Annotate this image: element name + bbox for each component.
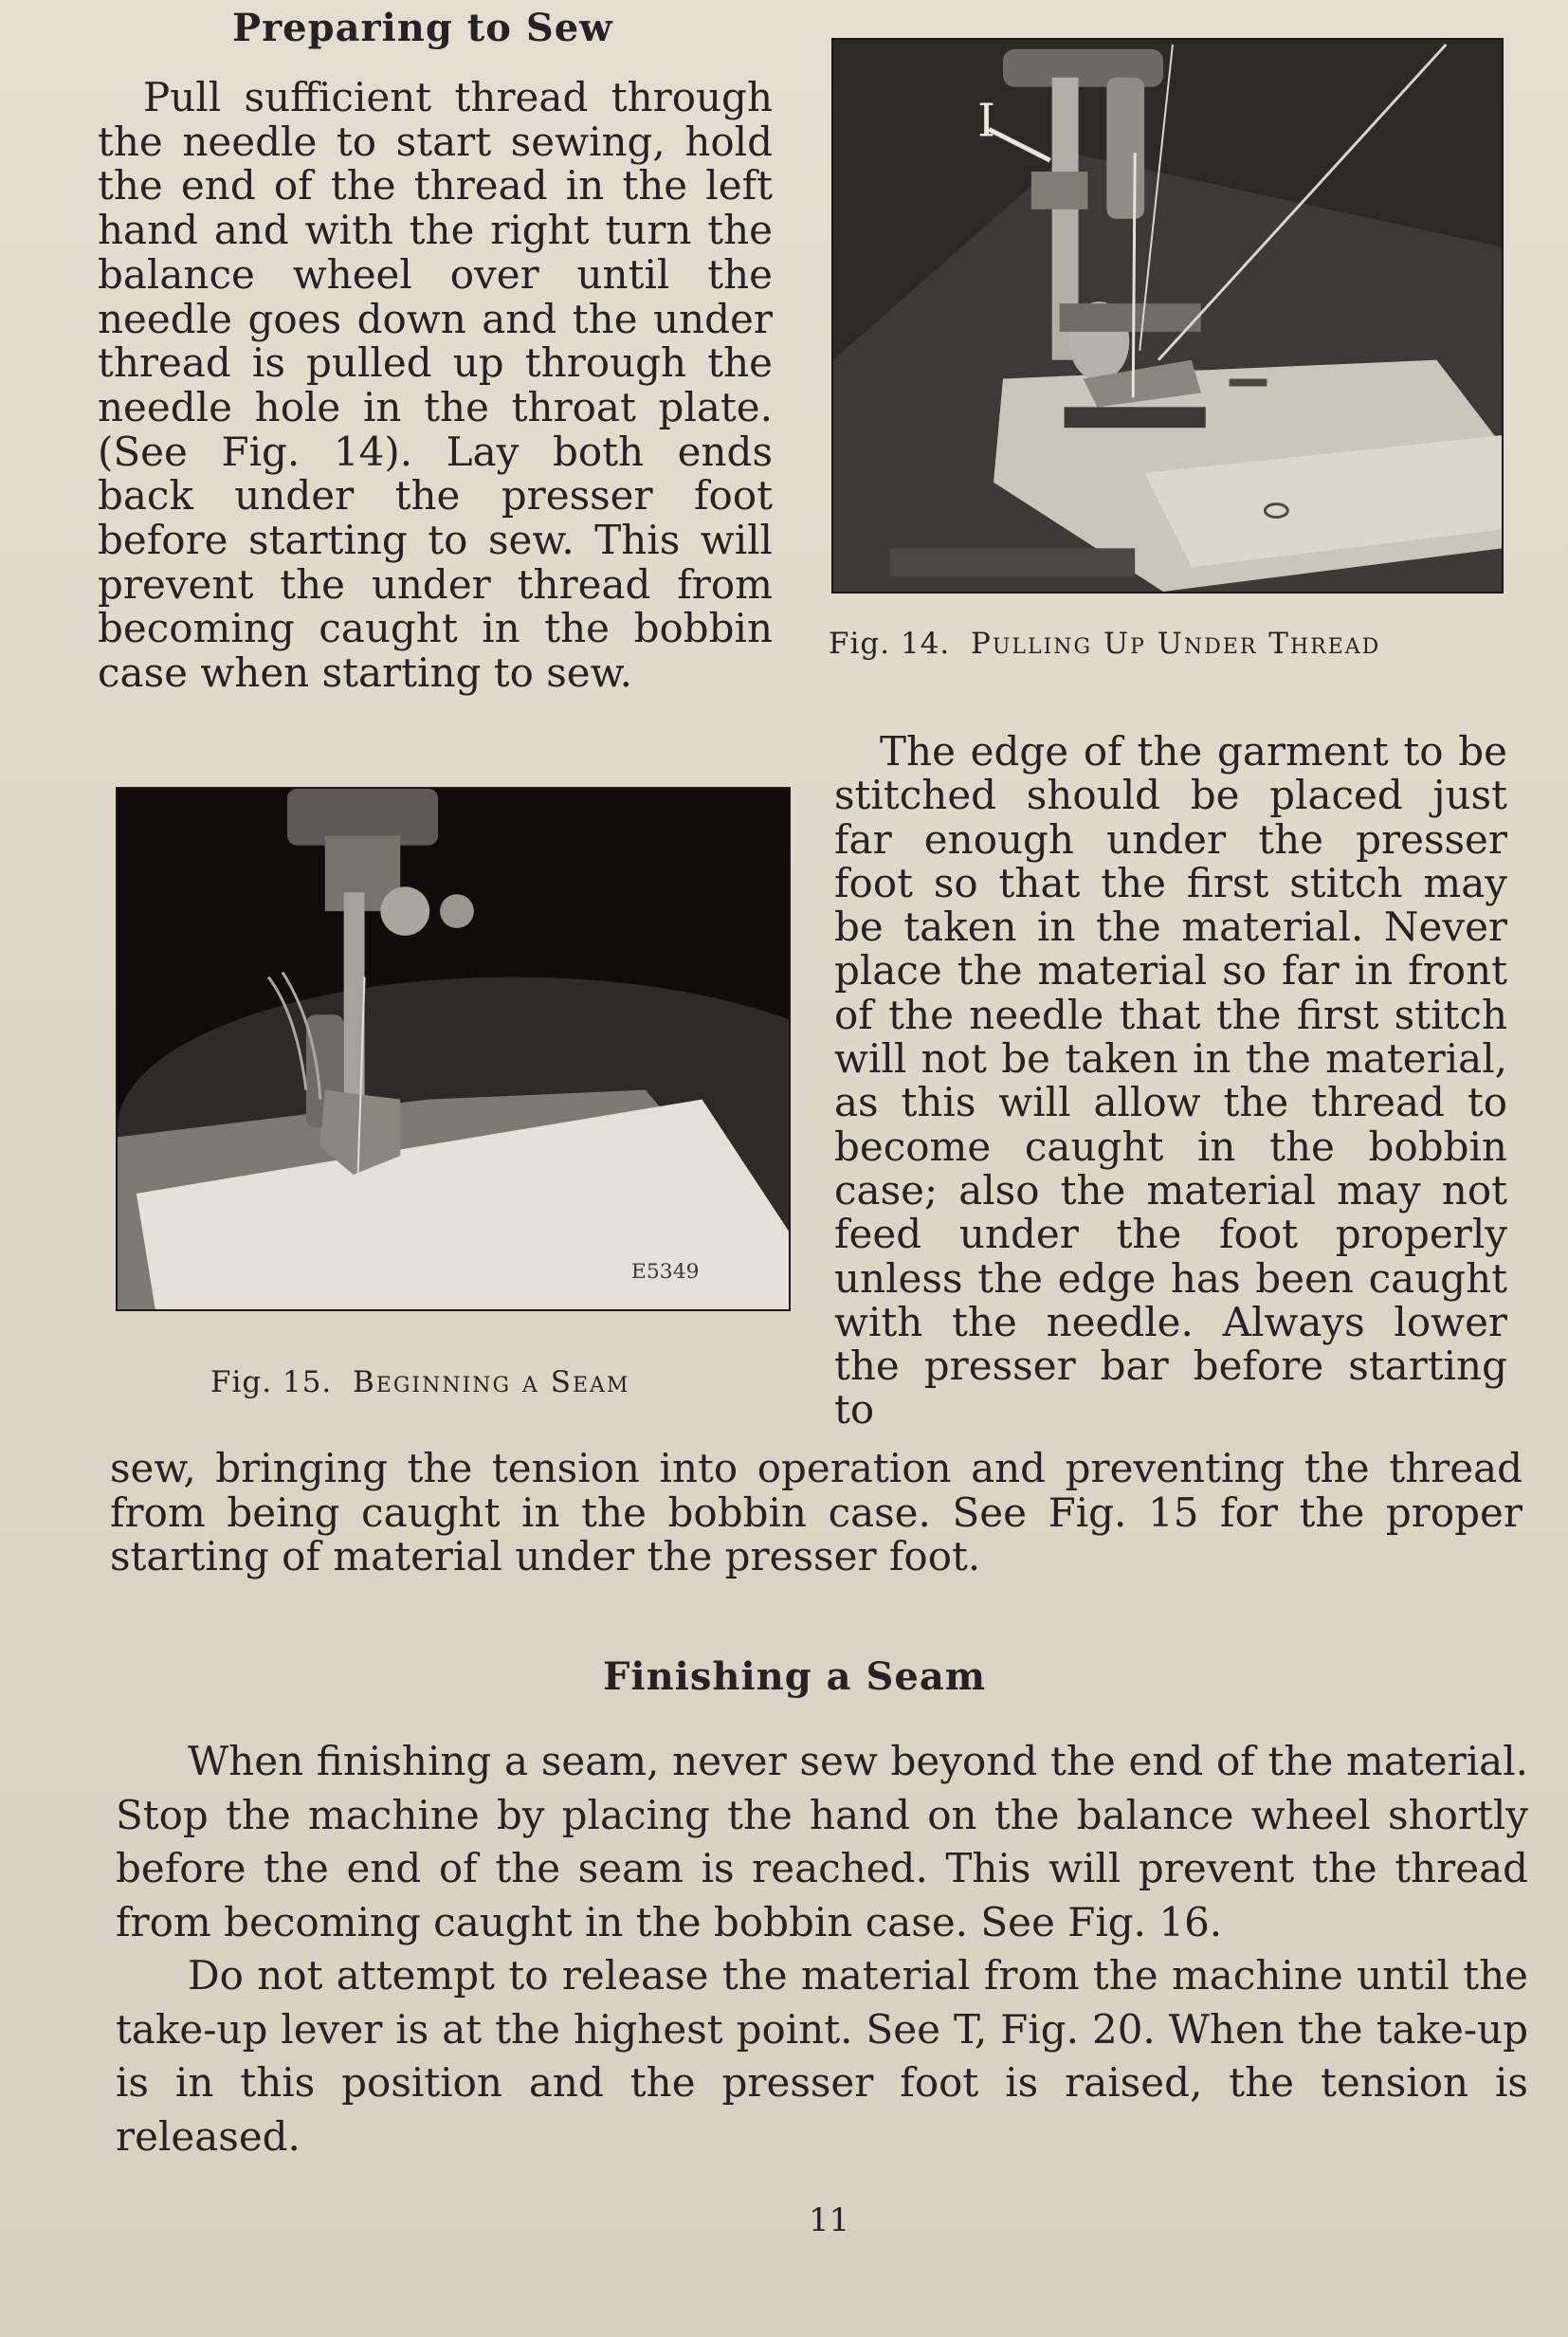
finishing-paragraph-1: When finishing a seam, never sew beyond the end of the material. Stop the machine by placing the hand on the balance wheel shortly before the end of the seam is reached. This will prevent the thread from becoming caught in the bobbin case. See Fig. 16. xyxy=(116,1738,1528,1945)
fig15-illustration xyxy=(118,789,789,1309)
fig15-photo xyxy=(116,787,791,1311)
preparing-heading: Preparing to Sew xyxy=(232,6,613,50)
fig14-label-I: I xyxy=(977,95,995,148)
finishing-section xyxy=(116,1735,1528,2164)
fig14-illustration xyxy=(833,40,1502,592)
fig14-photo xyxy=(831,38,1504,593)
preparing-paragraph xyxy=(98,76,773,696)
garment-text: The edge of the garment to be stitched should be placed just far enough under the presser foot so that the first stitch may be taken in the material. Never place the material so far in front of the needle that the first stitch will not be taken in the material, as this will allow the thread to become caught in the bobbin case; also the material may not feed under the foot properly unless the edge has been caught with the needle. Always lower the presser bar before starting to xyxy=(834,728,1507,1433)
fig15-code: E5349 xyxy=(630,1260,700,1285)
fig15-number: Fig. 15. xyxy=(210,1365,333,1399)
fig15-caption xyxy=(210,1365,629,1399)
preparing-text: Pull sufficient thread through the needle to start sewing, hold the end of the thread in the left hand and with the right turn the balance wheel over until the needle goes down and the under thread is pulled up through the needle hole in the throat plate. (See Fig. 14). Lay both ends back under the presser foot before starting to sew. This will prevent the under thread from becoming caught in the bobbin case when starting to sew. xyxy=(98,74,773,697)
garment-continuation xyxy=(110,1447,1522,1579)
fig15-title: Beginning a Seam xyxy=(353,1365,630,1399)
fig14-caption xyxy=(829,627,1380,661)
finishing-paragraph-2: Do not attempt to release the material from the machine until the take-up lever is at the highest point. See T, Fig. 20. When the take-up is in this position and the presser foot is raised, the tension is released. xyxy=(116,1952,1528,2160)
garment-continuation-text: sew, bringing the tension into operation and preventing the thread from being caught in the bobbin case. See Fig. 15 for the proper starting of material under the presser foot. xyxy=(110,1445,1522,1580)
finishing-heading: Finishing a Seam xyxy=(603,1654,987,1699)
fig14-number: Fig. 14. xyxy=(829,627,951,661)
fig14-title: Pulling Up Under Thread xyxy=(971,627,1381,661)
page-number: 11 xyxy=(809,2201,850,2239)
garment-paragraph xyxy=(834,730,1507,1433)
